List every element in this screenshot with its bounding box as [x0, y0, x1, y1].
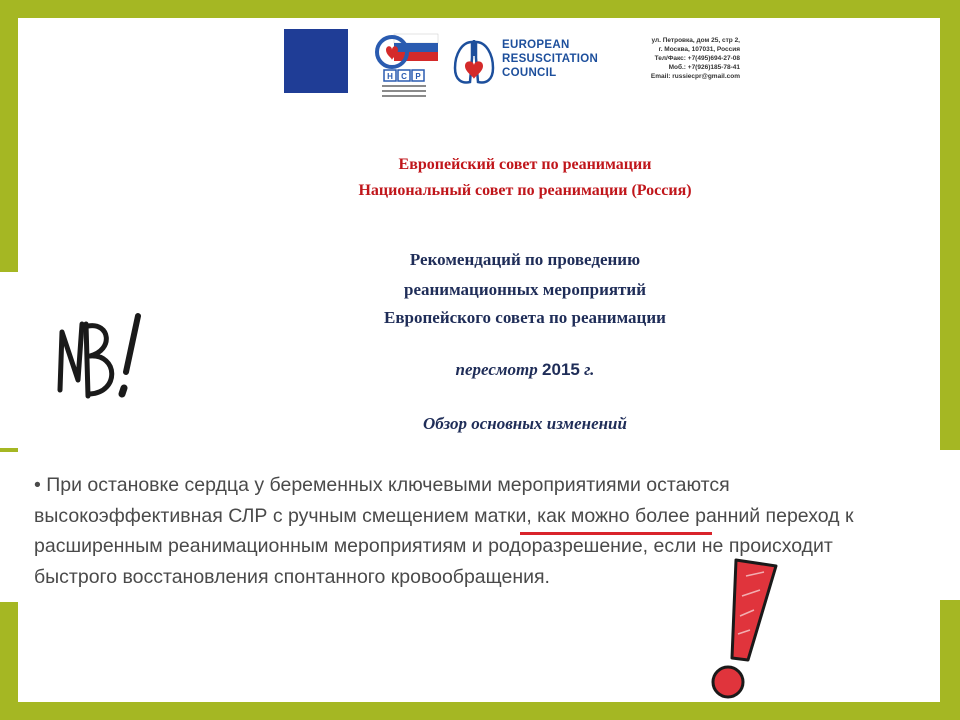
council-title-1: Европейский совет по реанимации	[398, 156, 652, 173]
eu-flag-icon	[284, 29, 348, 93]
paragraph-line: расширенным реанимационным мероприятиям и родоразрешение, если не происходит	[34, 535, 833, 557]
svg-text:Н: Н	[387, 72, 393, 81]
svg-text:С: С	[401, 72, 407, 81]
council-title-2: Национальный совет по реанимации (Россия)	[358, 182, 692, 199]
ncr-logo-icon	[372, 30, 442, 100]
paragraph-line: высокоэффективная СЛР с ручным смещением матки, как можно более ранний переход к	[34, 504, 854, 527]
revision-suffix: г.	[579, 360, 595, 379]
recommendations-line-3: Европейского совета по реанимации	[384, 308, 666, 327]
red-underline	[520, 532, 712, 535]
erc-line-3: COUNCIL	[502, 67, 557, 79]
overview-subtitle: Обзор основных изменений	[423, 414, 627, 433]
key-point-paragraph	[34, 470, 939, 592]
left-white-notch	[0, 452, 18, 602]
contact-line: Email: russiecpr@gmail.com	[650, 73, 740, 80]
contact-block	[630, 36, 740, 81]
contact-line: Тел/Факс: +7(495)694-27-08	[654, 55, 740, 62]
contact-line: Моб.: +7(926)185-78-41	[668, 64, 740, 71]
erc-line-1: EUROPEAN	[502, 39, 570, 51]
paragraph-line: быстрого восстановления спонтанного кровообращения.	[34, 565, 550, 588]
right-white-band	[940, 450, 960, 600]
erc-heart-lungs-icon	[452, 38, 496, 88]
revision-prefix: пересмотр	[455, 360, 543, 379]
revision-year: 2015	[542, 360, 580, 379]
left-white-band	[0, 272, 18, 448]
erc-line-2: RESUSCITATION	[502, 53, 599, 65]
recommendations-line-1: Рекомендаций по проведению	[409, 250, 641, 269]
recommendations-line-2: реанимационных мероприятий	[403, 280, 647, 299]
exclamation-icon	[696, 556, 786, 702]
contact-line: ул. Петровка, дом 25, стр 2,	[651, 37, 740, 44]
erc-logo-text	[502, 38, 612, 80]
contact-line: г. Москва, 107031, Россия	[658, 46, 740, 53]
revision-line	[300, 360, 750, 380]
paragraph-line: • При остановке сердца у беременных ключевыми мероприятиями остаются	[34, 474, 730, 496]
svg-text:Р: Р	[415, 72, 421, 81]
nb-sketch-icon	[52, 310, 152, 402]
